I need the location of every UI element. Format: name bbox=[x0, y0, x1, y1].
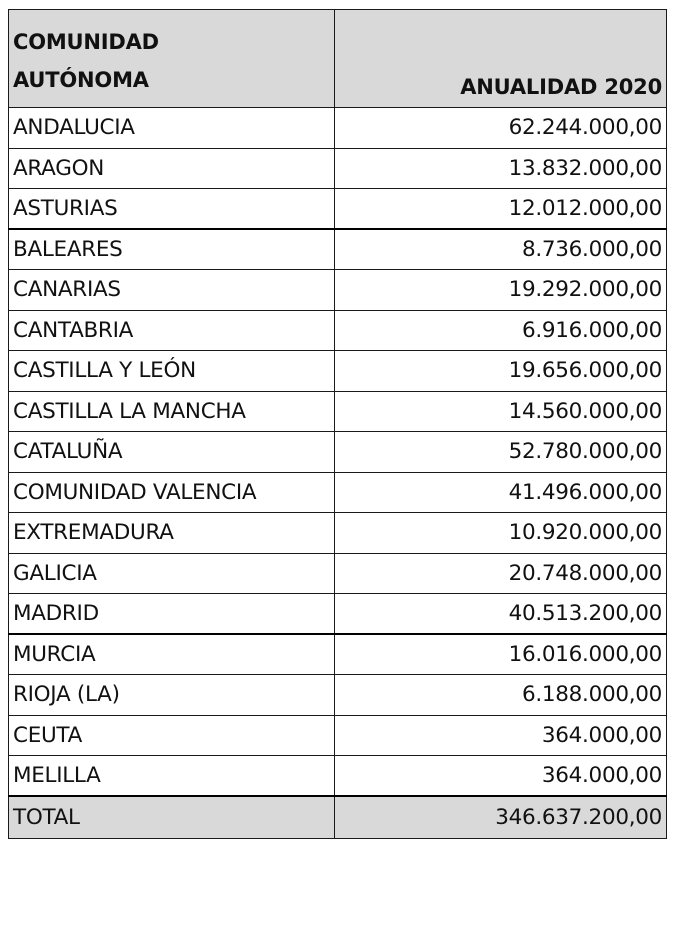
row-name: CASTILLA LA MANCHA bbox=[9, 391, 335, 432]
total-row bbox=[9, 796, 667, 838]
row-value: 62.244.000,00 bbox=[335, 108, 667, 149]
row-value: 8.736.000,00 bbox=[335, 229, 667, 270]
row-value: 13.832.000,00 bbox=[335, 148, 667, 189]
table-row bbox=[9, 148, 667, 189]
table-row bbox=[9, 634, 667, 675]
row-value: 12.012.000,00 bbox=[335, 189, 667, 230]
row-value: 19.292.000,00 bbox=[335, 270, 667, 311]
table-row bbox=[9, 270, 667, 311]
row-value: 364.000,00 bbox=[335, 715, 667, 756]
total-value: 346.637.200,00 bbox=[335, 796, 667, 838]
table-row bbox=[9, 432, 667, 473]
table-row bbox=[9, 351, 667, 392]
table-row bbox=[9, 310, 667, 351]
row-value: 6.188.000,00 bbox=[335, 675, 667, 716]
header-comunidad-line1: COMUNIDAD bbox=[13, 30, 159, 54]
table-row bbox=[9, 189, 667, 230]
table-row bbox=[9, 756, 667, 797]
row-name: CATALUÑA bbox=[9, 432, 335, 473]
table-row bbox=[9, 553, 667, 594]
row-name: CANTABRIA bbox=[9, 310, 335, 351]
table-header-row bbox=[9, 10, 667, 108]
row-value: 10.920.000,00 bbox=[335, 513, 667, 554]
row-name: GALICIA bbox=[9, 553, 335, 594]
row-name: COMUNIDAD VALENCIA bbox=[9, 472, 335, 513]
table-row bbox=[9, 391, 667, 432]
row-value: 52.780.000,00 bbox=[335, 432, 667, 473]
row-name: MURCIA bbox=[9, 634, 335, 675]
row-value: 6.916.000,00 bbox=[335, 310, 667, 351]
table-row bbox=[9, 229, 667, 270]
budget-table bbox=[8, 9, 667, 839]
header-comunidad bbox=[9, 10, 335, 108]
row-name: EXTREMADURA bbox=[9, 513, 335, 554]
table-row bbox=[9, 108, 667, 149]
table-row bbox=[9, 715, 667, 756]
row-name: BALEARES bbox=[9, 229, 335, 270]
table-row bbox=[9, 675, 667, 716]
table-row bbox=[9, 472, 667, 513]
row-name: ANDALUCIA bbox=[9, 108, 335, 149]
row-value: 16.016.000,00 bbox=[335, 634, 667, 675]
table-row bbox=[9, 513, 667, 554]
row-value: 364.000,00 bbox=[335, 756, 667, 797]
row-value: 19.656.000,00 bbox=[335, 351, 667, 392]
row-name: CEUTA bbox=[9, 715, 335, 756]
row-value: 20.748.000,00 bbox=[335, 553, 667, 594]
row-name: ASTURIAS bbox=[9, 189, 335, 230]
header-anualidad: ANUALIDAD 2020 bbox=[335, 10, 667, 108]
row-name: CASTILLA Y LEÓN bbox=[9, 351, 335, 392]
row-name: RIOJA (LA) bbox=[9, 675, 335, 716]
row-name: CANARIAS bbox=[9, 270, 335, 311]
row-value: 14.560.000,00 bbox=[335, 391, 667, 432]
row-name: ARAGON bbox=[9, 148, 335, 189]
table-row bbox=[9, 594, 667, 635]
row-value: 40.513.200,00 bbox=[335, 594, 667, 635]
total-label: TOTAL bbox=[9, 796, 335, 838]
row-name: MELILLA bbox=[9, 756, 335, 797]
row-value: 41.496.000,00 bbox=[335, 472, 667, 513]
header-comunidad-line2: AUTÓNOMA bbox=[13, 68, 149, 92]
row-name: MADRID bbox=[9, 594, 335, 635]
